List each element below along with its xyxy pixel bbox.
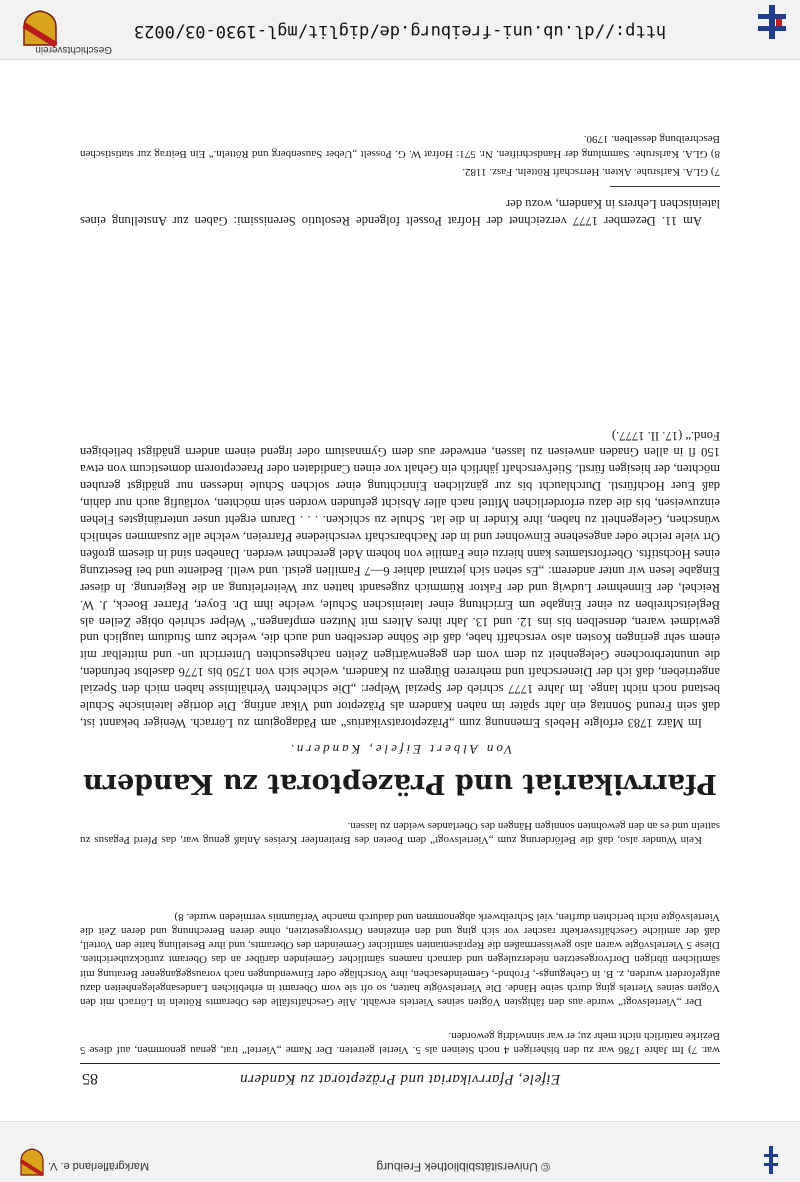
running-head <box>80 1063 720 1087</box>
viertelsvogt-paragraph <box>80 910 720 1009</box>
top-paragraph-text: war. 7) Im Jahre 1786 war zu den bisherigen 4 noch Steinen als 5. Viertel getreten. Der Name „Viertel“ trat, genau genommen, auf diese 5 Bezirke natürlich nicht mehr zu; er war sinnwidrig geworden. <box>80 1029 720 1056</box>
footnote-8-text: 8) GLA. Karlsruhe. Sammlung der Handschriften. Nr. 571: Hofrat W. G. Posselt „Ueber Sausenberg und Rötteln.“ Ein Beitrag zur statistischen Beschreibung desselben. 1790. <box>80 133 720 160</box>
markgraeflerland-logo-icon <box>20 9 60 49</box>
footnote-8 <box>80 132 720 161</box>
body-paragraph-1-text: Im März 1783 erfolgte Hebels Ernennung zum „Präzeptoratsvikarius“ am Pädagogium zu Lörrach. Weniger bekannt ist, daß sein Freund Sonntag ein Jahr später im nahen Kandern als Präzeptor und Vikar anfing. Die dortige lateinische Schule bestand noch nicht lange. Im Jahre 1777 schrieb der Spezial Welper: „Die schlechten Verhältnisse haben mich den Spezial angetrieben, daß ich der Dienerschaft und mehreren Bürgern zu Kandern, welche sich von 1750 bis 1776 daselbst befunden, die ununterbrochene Gelegenheit zu dem vom den gegenwärtigen Zeiten nachgesuchten Unterricht un- und mittelbar mit einem sehr geringen Kosten also verschafft habe, daß die Söhne derselben und auch die, welche zum Studium tauglich und gewidmet waren, denselben bis ins 12. und 13. Jahr ihres Alters mit Nutzen empfangen.“ Welper schrieb obige Zeilen als Begleitschreiben zu einer Eingabe um Errichtung einer lateinischen Schule, welche ihm Dr. Eoyer, Pfarrer Boeck, J. W. Reichel, der Einnehmer Ludwig und der Faktor Rümmich zugesandt hatten zur Weiterleitung an die Regierung. In dieser Eingabe lesen wir unter anderem: „Es sehen sich jetzmal dahier 6—7 Familien geistl. und weltl. Bediente und bei Besetzung eines Hochstifts. Oberforstamtes kann hierzu eine Familie von hohem Adel gerechnet werden. Daneben sind in diesem großen Ort viele reiche oder angesehene Einwohner und in der Nachbarschaft verschiedene Pfarreien, welche alle zusammen sehnlich wünschen, Gelegenheit zu haben, ihre Kinder in die lat. Schule zu schicken. . . . Darum ergeht unser untertänigstes Flehen einzuweisen, bis die dazu erforderlichen Mittel nach aller Absicht gefunden worden sein möchten, vorläufig auch nur dahin, daß Euer Hochfürstl. Durchlaucht bis zur gänzlichen Einrichtung einer solchen Schule indessen nur gnädigst geruhen möchten, der hiesigen fürstl. Stiefverschaft jährlich ein Gehalt vor einen Candidaten oder Praeceptorem domesticum von etwa 150 fl in allen Gnaden anweisen zu lassen, entweder aus dem Gymnasium oder irgend einem andern gnädigst beliebigen Fond.“ (17. II. 1777.) <box>80 428 720 730</box>
footnote-rule <box>610 186 720 187</box>
ub-freiburg-mark-icon <box>752 5 792 39</box>
copyright-notice: © Universitätsbibliothek Freiburg <box>376 1160 550 1174</box>
footnote-7-text: 7) GLA. Karlsruhe. Akten. Herrschaft Rötteln. Fasz. 1182. <box>462 166 720 178</box>
body-paragraph-1 <box>80 427 720 731</box>
page-number: 85 <box>82 1070 98 1087</box>
document-url: http://dl.ub.uni-freiburg.de/diglit/mgl-1930-03/0023 <box>133 21 667 41</box>
viertelsvogt-paragraph-text: Der „Viertelsvogt“ wurde aus den fähigsten Vögten seines Viertels erwählt. Alle Geschäftsfälle des Oberamts Rötteln in Lörrach mit den Vögten seines Viertels ging durch seine Hände. Die Viertelsvögte hatten, so oft sie vom Oberamt in erheblichen Landesangelegenheiten dazu aufgefordert wurden, z. B. in Gehegungs-, Frohnd-, Gemeindesachen, ihre Vorschläge oder Einwendungen nach vorausgegangener Beratung mit sämtlichen übrigen Dorfvorgesetzten niederzulegen und darnach namens sämtlicher Gemeinden darüber an das Oberamt zurückzuberichten. Diese 5 Viertelsvögte waren also gewissermaßen die Repräsentanten sämtlicher Gemeinden des Oberamts, und ihre Bestellung hatte den Vorteil, daß der amtliche Geschäftsverkehr rascher vor sich ging und den einzelnen Ortsvorgesetzten, ohne deren Berechnung und deren Zeit die Viertelsvögte nicht berichten durften, viel Schreibwerk abgenommen und dadurch manche Verfäumnis vermieden wurde. 8) <box>80 910 720 1008</box>
wonder-paragraph <box>80 819 720 847</box>
partner-label: Markgräflerland e. V. <box>48 1160 150 1172</box>
library-banner-top <box>0 1121 800 1182</box>
document-scan <box>70 67 730 1087</box>
body-paragraph-2-text: Am 11. Dezember 1777 verzeichnet der Hofrat Posselt folgende Resolutio Serenissimi: Gaben zur Anstellung eines lateinischen Lehrers in Kandern, wozu der <box>80 197 720 228</box>
ub-freiburg-logo-icon <box>764 1146 778 1174</box>
running-head-title: Eifele, Pfarrvikariat und Präzeptorat zu Kandern <box>239 1071 561 1087</box>
article-heading: Pfarrvikariat und Präzeptorat zu Kandern <box>83 768 717 799</box>
coat-of-arms-icon <box>20 1148 44 1176</box>
article-byline: Von Albert Eifele, Kandern. <box>287 742 513 757</box>
library-banner-bottom <box>0 0 800 60</box>
top-paragraph <box>80 1029 720 1057</box>
footnote-7 <box>80 165 720 180</box>
body-paragraph-2 <box>80 195 720 229</box>
partner-top-label: Geschichtsverein <box>35 44 112 55</box>
wonder-paragraph-text: Kein Wunder also, daß die Beförderung zum „Viertelsvogt“ dem Poeten des Breitenfeer Kreises Anlaß genug war, das Pferd Pegasus zu satteln und es an den gewohnten sonnigen Hängen des Oberlandes weiden zu lassen. <box>80 819 720 846</box>
